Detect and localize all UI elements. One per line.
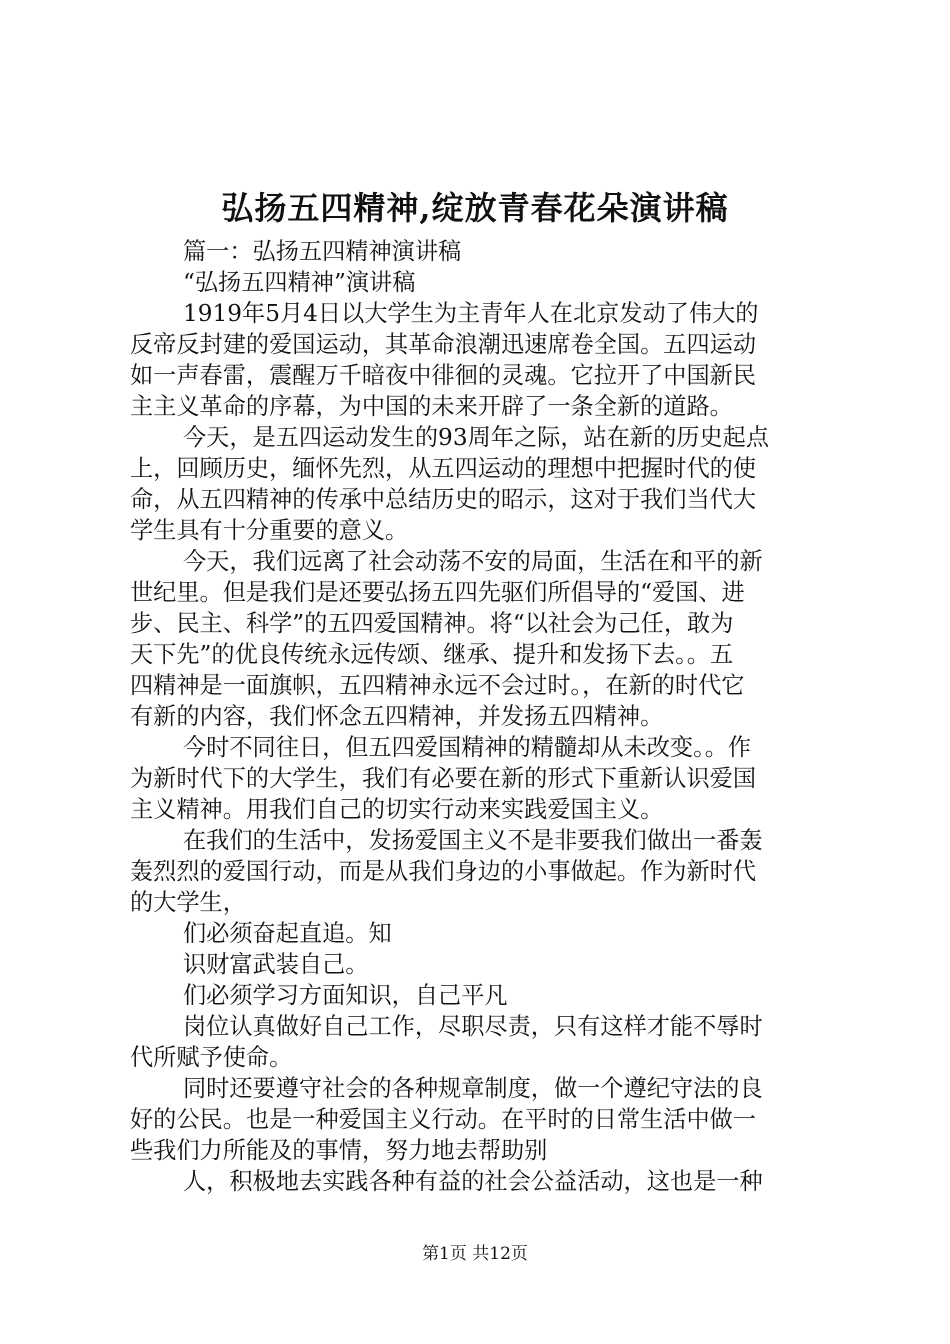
- body-line: 篇一：弘扬五四精神演讲稿: [183, 238, 462, 265]
- body-line: 同时还要遵守社会的各种规章制度，做一个遵纪守法的良: [183, 1075, 763, 1102]
- body-line: 步、民主、科学”的五四爱国精神。将“以社会为己任，敢为: [130, 610, 734, 637]
- body-line: 今天，我们远离了社会动荡不安的局面，生活在和平的新: [183, 548, 763, 575]
- body-line: 世纪里。但是我们是还要弘扬五四先驱们所倡导的“爱国、进: [130, 579, 745, 606]
- body-line: 学生具有十分重要的意义。: [130, 517, 409, 544]
- body-line: 如一声春雷，震醒万千暗夜中徘徊的灵魂。它拉开了中国新民: [130, 362, 757, 389]
- body-line: 今时不同往日，但五四爱国精神的精髓却从未改变。。作: [183, 734, 752, 761]
- body-line: “弘扬五四精神”演讲稿: [183, 269, 416, 296]
- body-line: 们必须奋起直追。知: [183, 920, 392, 947]
- body-line: 们必须学习方面知识，自己平凡: [183, 982, 508, 1009]
- body-line: 今天，是五四运动发生的93周年之际，站在新的历史起点: [183, 424, 770, 451]
- body-line: 好的公民。也是一种爱国主义行动。在平时的日常生活中做一: [130, 1106, 757, 1133]
- body-line: 主义精神。用我们自己的切实行动来实践爱国主义。: [130, 796, 664, 823]
- body-line: 有新的内容，我们怀念五四精神，并发扬五四精神。: [130, 703, 664, 730]
- body-line: 命，从五四精神的传承中总结历史的昭示，这对于我们当代大: [130, 486, 757, 513]
- body-line: 天下先”的优良传统永远传颂、继承、提升和发扬下去。。五: [130, 641, 734, 668]
- body-line: 上，回顾历史，缅怀先烈，从五四运动的理想中把握时代的使: [130, 455, 757, 482]
- body-line: 代所赋予使命。: [130, 1044, 293, 1071]
- body-line: 岗位认真做好自己工作，尽职尽责，只有这样才能不辱时: [183, 1013, 763, 1040]
- document-title: 弘扬五四精神,绽放青春花朵演讲稿: [221, 189, 729, 227]
- body-line: 的大学生，: [130, 889, 246, 916]
- body-line: 识财富武装自己。: [183, 951, 369, 978]
- page-footer: 第1页 共12页: [422, 1244, 528, 1264]
- body-line: 为新时代下的大学生，我们有必要在新的形式下重新认识爱国: [130, 765, 757, 792]
- body-line: 些我们力所能及的事情，努力地去帮助别: [130, 1137, 548, 1164]
- body-line: 人，积极地去实践各种有益的社会公益活动，这也是一种: [183, 1168, 763, 1195]
- body-line: 反帝反封建的爱国运动，其革命浪潮迅速席卷全国。五四运动: [130, 331, 757, 358]
- body-line: 1919年5月4日以大学生为主青年人在北京发动了伟大的: [183, 300, 759, 327]
- body-line: 主主义革命的序幕，为中国的未来开辟了一条全新的道路。: [130, 393, 733, 420]
- document-body: [130, 236, 830, 1197]
- body-line: 四精神是一面旗帜，五四精神永远不会过时。，在新的时代它: [130, 672, 745, 699]
- body-line: 在我们的生活中，发扬爱国主义不是非要我们做出一番轰: [183, 827, 763, 854]
- body-line: 轰烈烈的爱国行动，而是从我们身边的小事做起。作为新时代: [130, 858, 757, 885]
